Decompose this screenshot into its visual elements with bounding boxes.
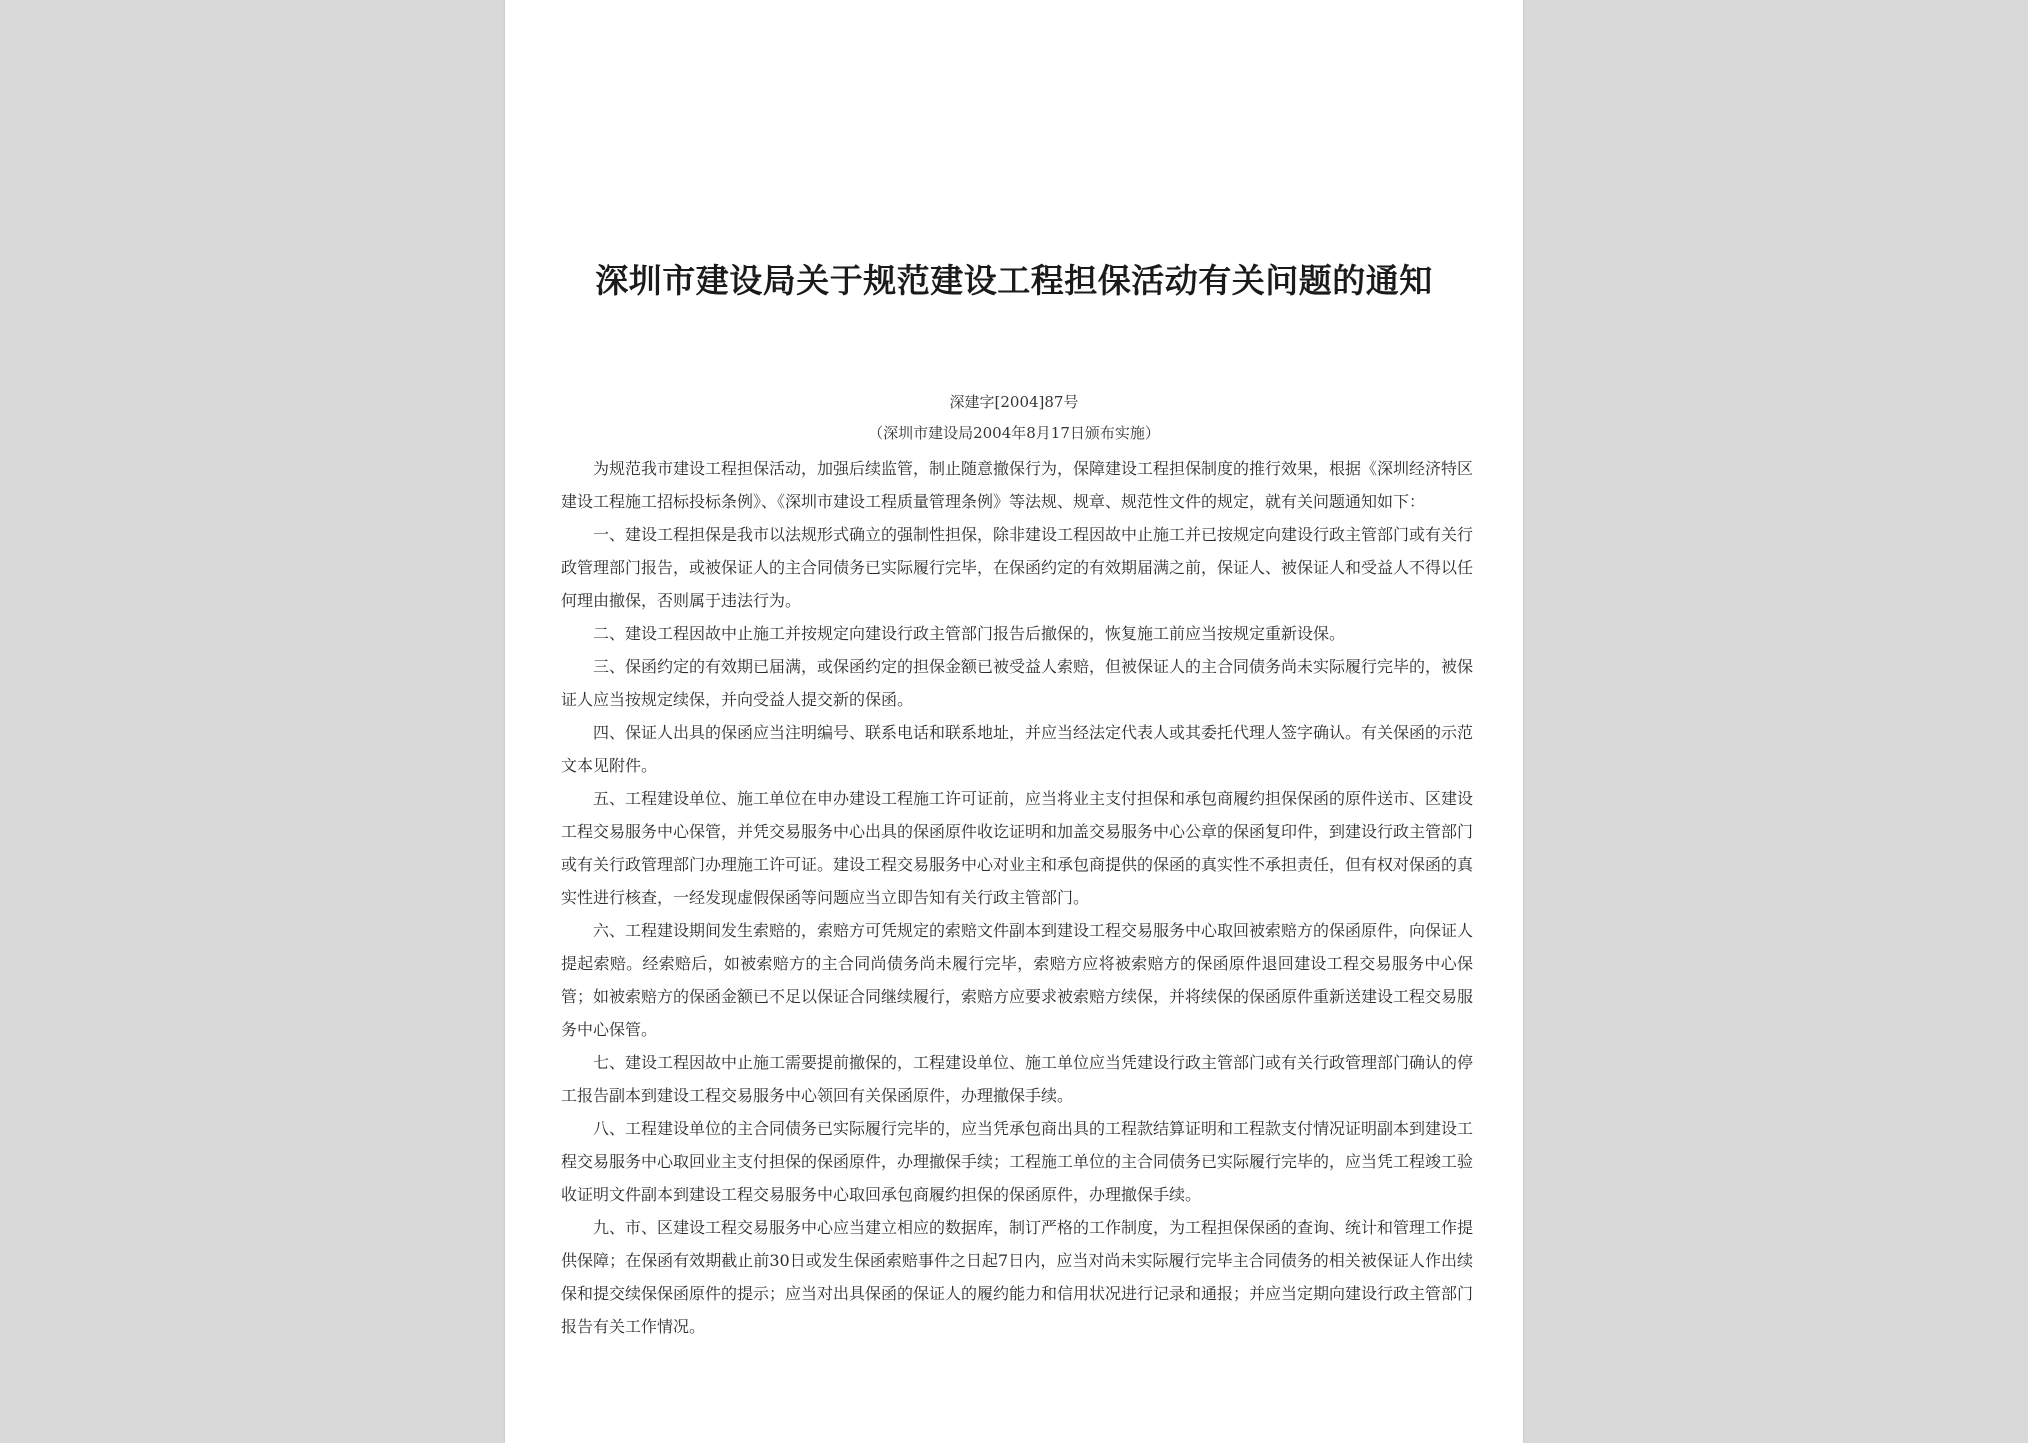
paragraph-item-2: 二、建设工程因故中止施工并按规定向建设行政主管部门报告后撤保的，恢复施工前应当按规定重新设保。 xyxy=(593,624,1346,643)
document-title: 深圳市建设局关于规范建设工程担保活动有关问题的通知 xyxy=(595,261,1433,300)
paragraph-item-4: 四、保证人出具的保函应当注明编号、联系电话和联系地址，并应当经法定代表人或其委托代理人签字确认。有关保函的示范文本见附件。 xyxy=(561,723,1474,775)
paragraph-preamble: 为规范我市建设工程担保活动，加强后续监管，制止随意撤保行为，保障建设工程担保制度的推行效果，根据《深圳经济特区建设工程施工招标投标条例》、《深圳市建设工程质量管理条例》等法规、规章、规范性文件的规定，就有关问题通知如下： xyxy=(561,459,1474,511)
paragraph-item-8: 八、工程建设单位的主合同债务已实际履行完毕的，应当凭承包商出具的工程款结算证明和工程款支付情况证明副本到建设工程交易服务中心取回业主支付担保的保函原件，办理撤保手续；工程施工单位的主合同债务已实际履行完毕的，应当凭工程竣工验收证明文件副本到建设工程交易服务中心取回承包商履约担保的保函原件，办理撤保手续。 xyxy=(561,1119,1474,1204)
issue-note: （深圳市建设局2004年8月17日颁布实施） xyxy=(868,424,1160,442)
paragraph-item-7: 七、建设工程因故中止施工需要提前撤保的，工程建设单位、施工单位应当凭建设行政主管部门或有关行政管理部门确认的停工报告副本到建设工程交易服务中心领回有关保函原件，办理撤保手续。 xyxy=(561,1053,1474,1105)
document-page xyxy=(505,0,1523,1443)
paragraph-item-1: 一、建设工程担保是我市以法规形式确立的强制性担保，除非建设工程因故中止施工并已按规定向建设行政主管部门或有关行政管理部门报告，或被保证人的主合同债务已实际履行完毕，在保函约定的有效期届满之前，保证人、被保证人和受益人不得以任何理由撤保，否则属于违法行为。 xyxy=(561,525,1474,610)
paragraph-item-3: 三、保函约定的有效期已届满，或保函约定的担保金额已被受益人索赔，但被保证人的主合同债务尚未实际履行完毕的，被保证人应当按规定续保，并向受益人提交新的保函。 xyxy=(561,657,1474,709)
paragraph-item-6: 六、工程建设期间发生索赔的，索赔方可凭规定的索赔文件副本到建设工程交易服务中心取回被索赔方的保函原件，向保证人提起索赔。经索赔后，如被索赔方的主合同尚债务尚未履行完毕，索赔方应将被索赔方的保函原件退回建设工程交易服务中心保管；如被索赔方的保函金额已不足以保证合同继续履行，索赔方应要求被索赔方续保，并将续保的保函原件重新送建设工程交易服务中心保管。 xyxy=(561,921,1474,1039)
document-body xyxy=(561,452,1473,1343)
paragraph-item-5: 五、工程建设单位、施工单位在申办建设工程施工许可证前，应当将业主支付担保和承包商履约担保保函的原件送市、区建设工程交易服务中心保管，并凭交易服务中心出具的保函原件收讫证明和加盖交易服务中心公章的保函复印件，到建设行政主管部门或有关行政管理部门办理施工许可证。建设工程交易服务中心对业主和承包商提供的保函的真实性不承担责任，但有权对保函的真实性进行核查，一经发现虚假保函等问题应当立即告知有关行政主管部门。 xyxy=(561,789,1474,907)
document-number: 深建字[2004]87号 xyxy=(949,393,1079,411)
paragraph-item-9: 九、市、区建设工程交易服务中心应当建立相应的数据库，制订严格的工作制度，为工程担保保函的查询、统计和管理工作提供保障；在保函有效期截止前30日或发生保函索赔事件之日起7日内，应当对尚未实际履行完毕主合同债务的相关被保证人作出续保和提交续保保函原件的提示；应当对出具保函的保证人的履约能力和信用状况进行记录和通报；并应当定期向建设行政主管部门报告有关工作情况。 xyxy=(561,1218,1474,1336)
